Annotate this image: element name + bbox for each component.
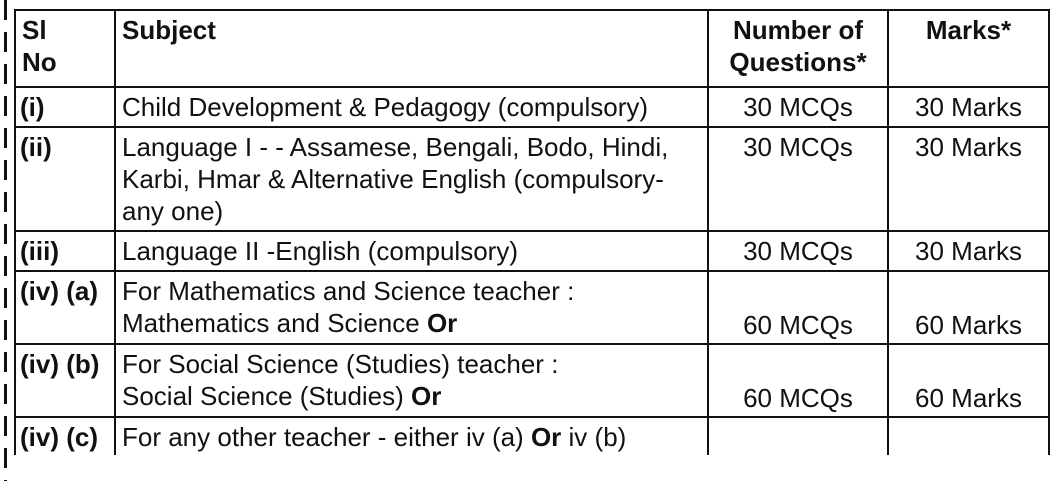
row-subject <box>115 344 708 417</box>
row-subject <box>115 271 708 344</box>
row-sl-no: (iv) (b) <box>15 344 115 417</box>
or-keyword: Or <box>426 308 458 338</box>
subject-line-1: For Mathematics and Science teacher : <box>122 276 575 306</box>
table-row <box>15 231 1049 271</box>
table-row <box>15 344 1049 417</box>
row-marks <box>888 417 1049 455</box>
row-marks: 30 Marks <box>888 127 1049 231</box>
exam-structure-table <box>14 9 1050 455</box>
subject-line-2: Social Science (Studies) <box>122 381 404 411</box>
row-marks: 60 Marks <box>888 344 1049 417</box>
row-questions: 30 MCQs <box>708 127 888 231</box>
left-margin-dashed-line <box>4 0 7 481</box>
table-row <box>15 127 1049 231</box>
row-subject: Language I - - Assamese, Bengali, Bodo, Hindi, Karbi, Hmar & Alternative English (compulsory-any one) <box>115 127 708 231</box>
header-subject: Subject <box>115 10 708 87</box>
row-questions: 60 MCQs <box>708 271 888 344</box>
or-keyword: Or <box>530 422 562 452</box>
subject-line-2: Mathematics and Science <box>122 308 420 338</box>
row-questions: 30 MCQs <box>708 231 888 271</box>
row-subject <box>115 417 708 455</box>
row-sl-no: (i) <box>15 87 115 127</box>
row-sl-no: (iv) (a) <box>15 271 115 344</box>
header-marks: Marks* <box>888 10 1049 87</box>
subject-line-1: For Social Science (Studies) teacher : <box>122 349 559 379</box>
table-header-row <box>15 10 1049 87</box>
header-number-of-questions: Number of Questions* <box>708 10 888 87</box>
subject-text-before: For any other teacher - either iv (a) <box>122 422 524 452</box>
row-questions <box>708 417 888 455</box>
row-marks: 30 Marks <box>888 87 1049 127</box>
row-subject: Language II -English (compulsory) <box>115 231 708 271</box>
row-questions: 60 MCQs <box>708 344 888 417</box>
row-sl-no: (iii) <box>15 231 115 271</box>
row-sl-no: (iv) (c) <box>15 417 115 455</box>
table-row <box>15 87 1049 127</box>
subject-text-after: iv (b) <box>568 422 627 452</box>
row-subject: Child Development & Pedagogy (compulsory) <box>115 87 708 127</box>
row-sl-no: (ii) <box>15 127 115 231</box>
table-row <box>15 271 1049 344</box>
table-row <box>15 417 1049 455</box>
row-marks: 60 Marks <box>888 271 1049 344</box>
row-marks: 30 Marks <box>888 231 1049 271</box>
or-keyword: Or <box>411 381 442 411</box>
header-sl-no: Sl No <box>15 10 115 87</box>
row-questions: 30 MCQs <box>708 87 888 127</box>
